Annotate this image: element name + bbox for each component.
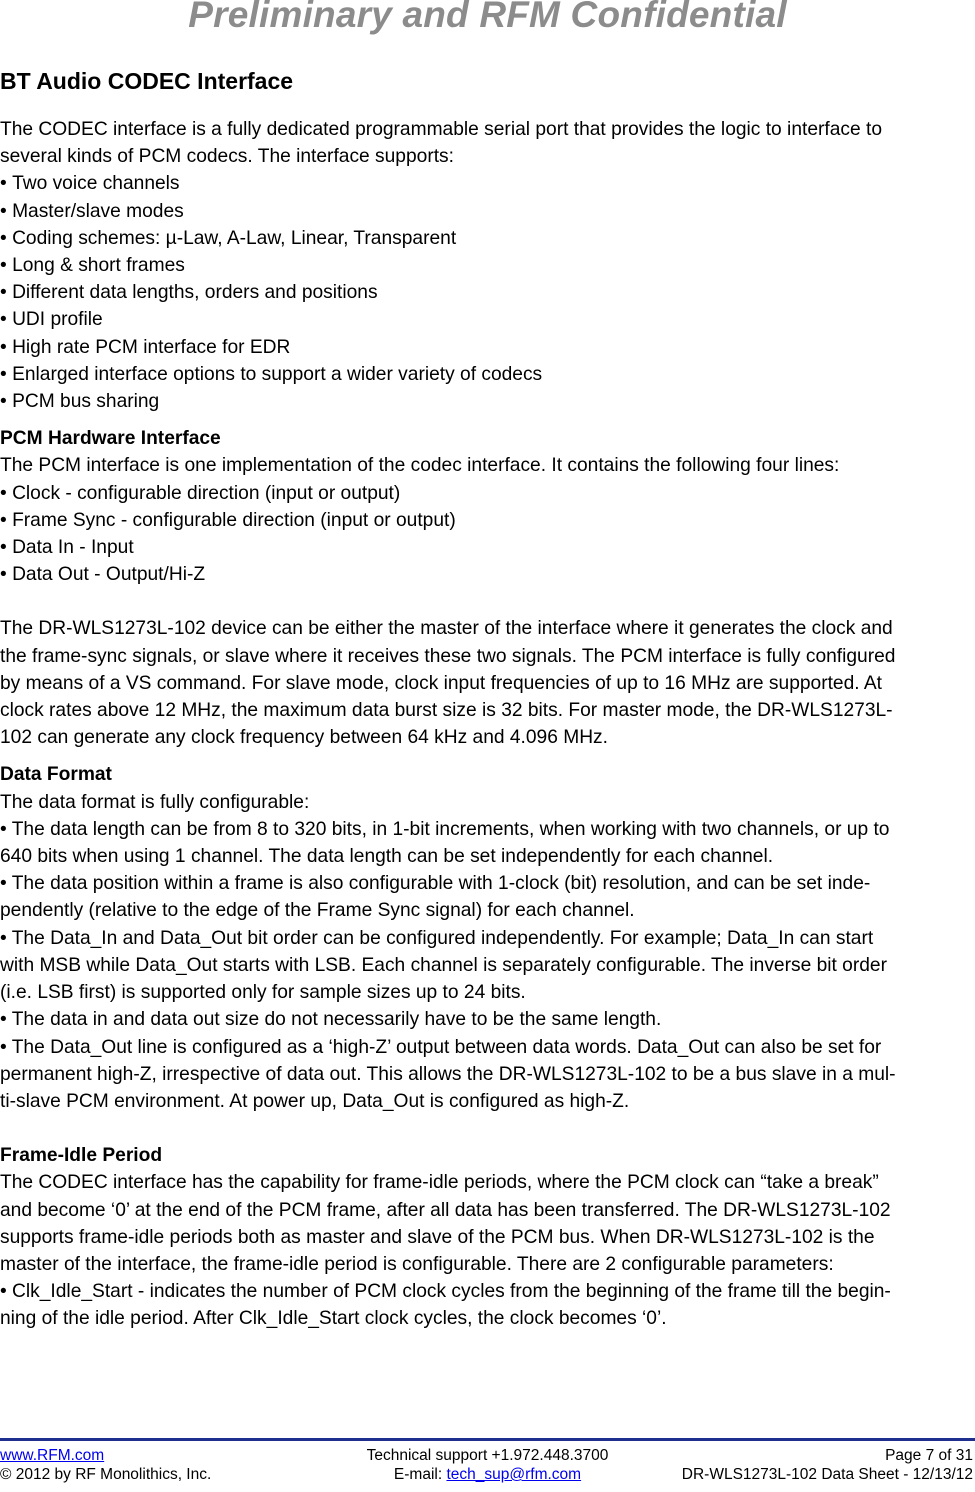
- list-item: • Enlarged interface options to support a wider variety of codecs: [0, 361, 975, 388]
- page-content: [0, 64, 975, 1333]
- intro-bullet-list: [0, 170, 975, 415]
- paragraph-line: • The data length can be from 8 to 320 bits, in 1-bit increments, when working with two channels, or up to: [0, 818, 890, 840]
- paragraph-line: master of the interface, the frame-idle period is configurable. There are 2 configurable parameters:: [0, 1253, 834, 1275]
- watermark: Preliminary and RFM Confidential: [188, 0, 787, 35]
- frame-idle-section: [0, 1142, 975, 1332]
- list-item: • High rate PCM interface for EDR: [0, 334, 975, 361]
- document-id: DR-WLS1273L-102 Data Sheet - 12/13/12: [681, 1466, 973, 1483]
- list-item: • Clock - configurable direction (input or output): [0, 480, 975, 507]
- paragraph-line: • The Data_In and Data_Out bit order can be configured independently. For example; Data_In can start: [0, 927, 874, 949]
- pcm-bullet-list: [0, 480, 975, 589]
- paragraph-line: supports frame-idle periods both as master and slave of the PCM bus. When DR-WLS1273L-102 is the: [0, 1226, 875, 1248]
- intro-line: several kinds of PCM codecs. The interface supports:: [0, 146, 454, 168]
- paragraph-line: ning of the idle period. After Clk_Idle_Start clock cycles, the clock becomes ‘0’.: [0, 1308, 667, 1330]
- list-item: • Long & short frames: [0, 252, 975, 279]
- list-item: • Data In - Input: [0, 534, 975, 561]
- footer-right: [682, 1446, 973, 1484]
- support-phone: Technical support +1.972.448.3700: [366, 1447, 609, 1464]
- paragraph-line: the frame-sync signals, or slave where it receives these two signals. The PCM interface is fully configured: [0, 645, 896, 667]
- paragraph-line: • The data position within a frame is also configurable with 1-clock (bit) resolution, and can be set inde-: [0, 873, 871, 895]
- list-item: • PCM bus sharing: [0, 388, 975, 415]
- paragraph-line: (i.e. LSB first) is supported only for sample sizes up to 24 bits.: [0, 982, 526, 1004]
- website-link[interactable]: www.RFM.com: [0, 1447, 105, 1464]
- paragraph-line: The data format is fully configurable:: [0, 791, 310, 813]
- list-item: • Data Out - Output/Hi-Z: [0, 561, 975, 588]
- list-item: • Master/slave modes: [0, 198, 975, 225]
- paragraph-line: with MSB while Data_Out starts with LSB. Each channel is separately configurable. The inverse bit order: [0, 954, 887, 976]
- paragraph-line: 640 bits when using 1 channel. The data length can be set independently for each channel.: [0, 846, 774, 868]
- paragraph-line: The DR-WLS1273L-102 device can be either the master of the interface where it generates the clock and: [0, 618, 893, 640]
- paragraph-line: 102 can generate any clock frequency between 64 kHz and 4.096 MHz.: [0, 727, 608, 749]
- paragraph-line: The PCM interface is one implementation of the codec interface. It contains the following four lines:: [0, 455, 840, 477]
- paragraph-line: ti-slave PCM environment. At power up, Data_Out is configured as high-Z.: [0, 1090, 630, 1112]
- paragraph-line: pendently (relative to the edge of the Frame Sync signal) for each channel.: [0, 900, 635, 922]
- paragraph-line: • The Data_Out line is configured as a ‘high-Z’ output between data words. Data_Out can also be set for: [0, 1036, 882, 1058]
- pcm-hardware-section: [0, 425, 975, 751]
- intro-line: The CODEC interface is a fully dedicated programmable serial port that provides the logic to interface to: [0, 119, 882, 140]
- paragraph-line: clock rates above 12 MHz, the maximum data burst size is 32 bits. For master mode, the DR-WLS1273L-: [0, 700, 893, 722]
- intro-section: [0, 116, 975, 415]
- paragraph-line: permanent high-Z, irrespective of data out. This allows the DR-WLS1273L-102 to be a bus slave in a mul-: [0, 1063, 896, 1085]
- list-item: • Different data lengths, orders and positions: [0, 279, 975, 306]
- email-link[interactable]: tech_sup@rfm.com: [446, 1466, 582, 1483]
- section-heading: Frame-Idle Period: [0, 1145, 163, 1167]
- email-label: E-mail:: [393, 1466, 447, 1483]
- paragraph-line: by means of a VS command. For slave mode, clock input frequencies of up to 16 MHz are supported. At: [0, 672, 883, 694]
- footer-divider: [0, 1438, 975, 1441]
- list-item: • UDI profile: [0, 306, 975, 333]
- paragraph-line: The CODEC interface has the capability for frame-idle periods, where the PCM clock can “take a break”: [0, 1172, 879, 1194]
- list-item: • Two voice channels: [0, 170, 975, 197]
- paragraph-line: • Clk_Idle_Start - indicates the number of PCM clock cycles from the beginning of the frame till the begin-: [0, 1281, 891, 1303]
- list-item: • Frame Sync - configurable direction (input or output): [0, 507, 975, 534]
- page-title: BT Audio CODEC Interface: [0, 68, 294, 94]
- list-item: • Coding schemes: µ-Law, A-Law, Linear, Transparent: [0, 225, 975, 252]
- section-heading: PCM Hardware Interface: [0, 428, 221, 450]
- page-number: Page 7 of 31: [885, 1447, 973, 1464]
- paragraph-line: • The data in and data out size do not necessarily have to be the same length.: [0, 1009, 662, 1031]
- data-format-section: [0, 761, 975, 1115]
- copyright-text: © 2012 by RF Monolithics, Inc.: [0, 1466, 212, 1483]
- section-heading: Data Format: [0, 764, 112, 786]
- paragraph-line: and become ‘0’ at the end of the PCM frame, after all data has been transferred. The DR-WLS1273L-102: [0, 1199, 891, 1221]
